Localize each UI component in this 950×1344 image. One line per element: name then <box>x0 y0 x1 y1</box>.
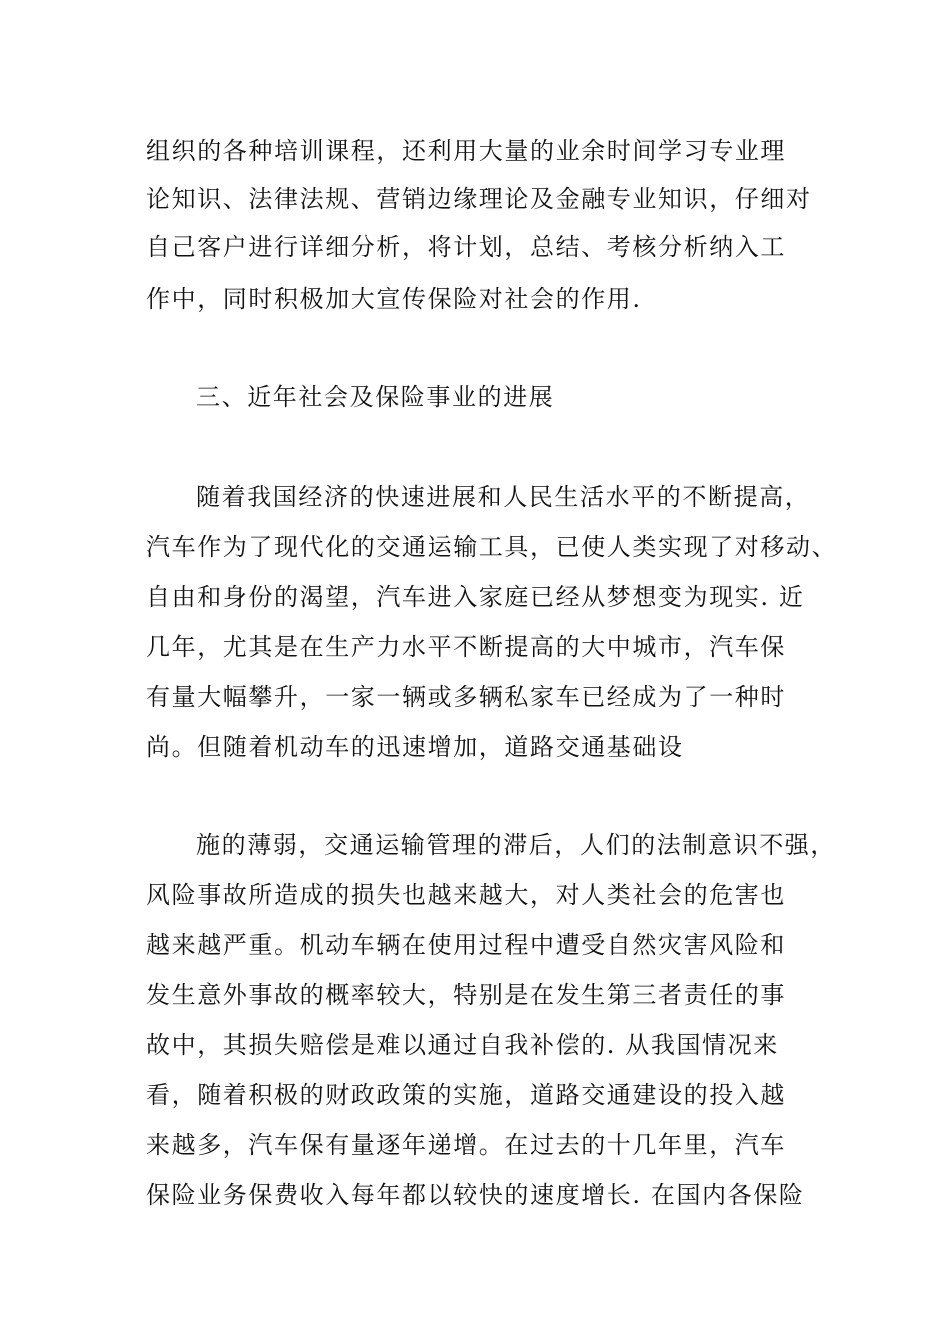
paragraph-line: 随着我国经济的快速进展和人民生活水平的不断提高， <box>196 483 811 511</box>
paragraph-line: 保险业务保费收入每年都以较快的速度增长. 在国内各保险 <box>146 1181 805 1209</box>
paragraph-line: 施的薄弱，交通运输管理的滞后，人们的法制意识不强， <box>196 831 836 859</box>
paragraph-line: 故中，其损失赔偿是难以通过自我补偿的. 从我国情况来 <box>146 1031 779 1059</box>
paragraph-line: 自己客户进行详细分析，将计划，总结、考核分析纳入工 <box>146 233 786 261</box>
section-heading: 三、近年社会及保险事业的进展 <box>196 383 555 411</box>
paragraph-line: 越来越严重。机动车辆在使用过程中遭受自然灾害风险和 <box>146 931 786 959</box>
paragraph-line: 自由和身份的渴望，汽车进入家庭已经从梦想变为现实. 近 <box>146 583 805 611</box>
paragraph-line: 来越多，汽车保有量逐年递增。在过去的十几年里，汽车 <box>146 1131 786 1159</box>
paragraph-line: 组织的各种培训课程，还利用大量的业余时间学习专业理 <box>146 137 786 165</box>
paragraph-line: 论知识、法律法规、营销边缘理论及金融专业知识，仔细对 <box>146 185 812 213</box>
paragraph-line: 作中，同时积极加大宣传保险对社会的作用. <box>146 285 642 313</box>
paragraph-line: 汽车作为了现代化的交通运输工具，已使人类实现了对移动、 <box>146 533 838 561</box>
paragraph-line: 风险事故所造成的损失也越来越大，对人类社会的危害也 <box>146 881 786 909</box>
paragraph-line: 尚。但随着机动车的迅速增加，道路交通基础设 <box>146 733 684 761</box>
paragraph-line: 几年，尤其是在生产力水平不断提高的大中城市，汽车保 <box>146 633 786 661</box>
paragraph-line: 看，随着积极的财政政策的实施，道路交通建设的投入越 <box>146 1081 786 1109</box>
paragraph-line: 发生意外事故的概率较大，特别是在发生第三者责任的事 <box>146 981 786 1009</box>
paragraph-line: 有量大幅攀升，一家一辆或多辆私家车已经成为了一种时 <box>146 683 786 711</box>
